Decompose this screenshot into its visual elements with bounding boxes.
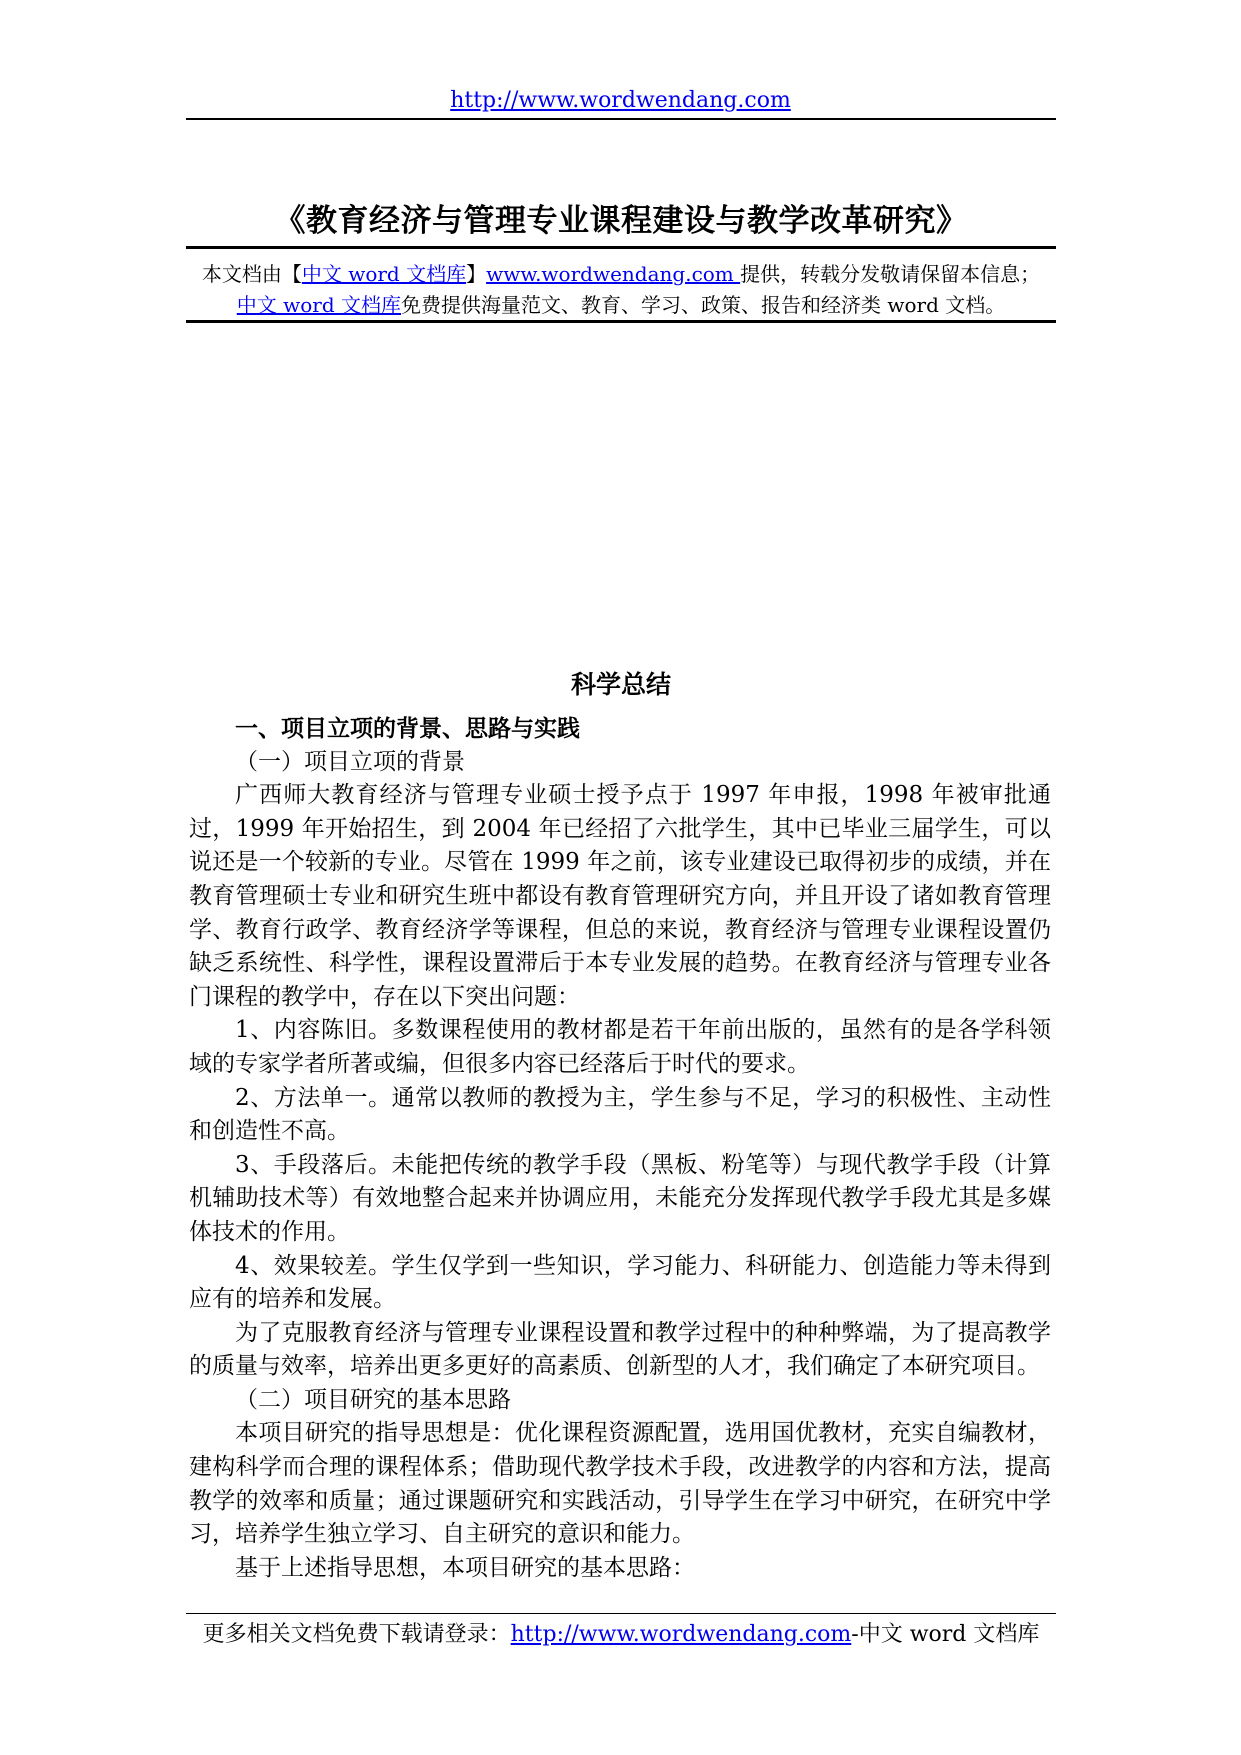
source-notice-line-1 bbox=[186, 258, 1056, 287]
section-title: 科学总结 bbox=[570, 670, 671, 699]
document-body bbox=[189, 712, 1051, 1585]
paragraph-background: 广西师大教育经济与管理专业硕士授予点于 1997 年申报，1998 年被审批通过，1999 年开始招生，到 2004 年已经招了六批学生，其中已毕业三届学生，可以说还是一个较新的专业。尽管在 1999 年之前，该专业建设已取得初步的成绩，并在教育管理硕士专业和研究生班中都设有教育管理研究方向，并且开设了诸如教育管理学、教育行政学、教育经济学等课程，但总的来说，教育经济与管理专业课程设置仍缺乏系统性、科学性，课程设置滞后于本专业发展的趋势。在教育经济与管理专业各门课程的教学中，存在以下突出问题： bbox=[189, 782, 1051, 1010]
footer-url-link[interactable]: http://www.wordwendang.com bbox=[510, 1622, 852, 1647]
paragraph-problem-effect: 4、效果较差。学生仅学到一些知识，学习能力、科研能力、创造能力等未得到应有的培养和发展。 bbox=[189, 1252, 1051, 1313]
page-footer bbox=[186, 1617, 1056, 1648]
site-url-link[interactable]: www.wordwendang.com bbox=[486, 262, 741, 286]
paragraph-guiding-ideology: 本项目研究的指导思想是：优化课程资源配置，选用国优教材，充实自编教材，建构科学而合理的课程体系；借助现代教学技术手段，改进教学的内容和方法，提高教学的效率和质量；通过课题研究和实践活动，引导学生在学习中研究，在研究中学习，培养学生独立学习、自主研究的意识和能力。 bbox=[189, 1420, 1051, 1548]
notice-description: 免费提供海量范文、教育、学习、政策、报告和经济类 word 文档。 bbox=[401, 293, 1006, 317]
paragraph-project-purpose: 为了克服教育经济与管理专业课程设置和教学过程中的种种弊端，为了提高教学的质量与效率，培养出更多更好的高素质、创新型的人才，我们确定了本研究项目。 bbox=[189, 1319, 1051, 1380]
page-header bbox=[0, 88, 1241, 113]
paragraph-problem-content: 1、内容陈旧。多数课程使用的教材都是若干年前出版的，虽然有的是各学科领域的专家学者所著或编，但很多内容已经落后于时代的要求。 bbox=[189, 1017, 1051, 1077]
paragraph-problem-means: 3、手段落后。未能把传统的教学手段（黑板、粉笔等）与现代教学手段（计算机辅助技术等）有效地整合起来并协调应用，未能充分发挥现代教学手段尤其是多媒体技术的作用。 bbox=[189, 1151, 1051, 1245]
header-url-link[interactable]: http://www.wordwendang.com bbox=[450, 88, 791, 113]
source-notice-line-2 bbox=[186, 289, 1056, 318]
notice-suffix: 提供，转载分发敬请保留本信息； bbox=[740, 262, 1041, 286]
subheading-project-background: （一）项目立项的背景 bbox=[235, 748, 465, 775]
site-name-link[interactable]: 中文 word 文档库 bbox=[301, 262, 467, 286]
notice-prefix: 本文档由【 bbox=[201, 262, 302, 286]
footer-suffix: -中文 word 文档库 bbox=[851, 1622, 1040, 1647]
notice-top-divider bbox=[186, 246, 1056, 249]
header-divider bbox=[186, 118, 1056, 120]
notice-bracket: 】 bbox=[466, 262, 487, 286]
subheading-basic-approach: （二）项目研究的基本思路 bbox=[235, 1386, 511, 1413]
paragraph-problem-method: 2、方法单一。通常以教师的教授为主，学生参与不足，学习的积极性、主动性和创造性不高。 bbox=[189, 1084, 1051, 1145]
footer-divider bbox=[186, 1613, 1056, 1614]
footer-prefix: 更多相关文档免费下载请登录： bbox=[202, 1622, 511, 1647]
notice-bottom-divider bbox=[186, 320, 1056, 323]
site-name-link-2[interactable]: 中文 word 文档库 bbox=[236, 293, 401, 317]
document-title: 《教育经济与管理专业课程建设与教学改革研究》 bbox=[274, 203, 968, 239]
paragraph-basic-approach-intro: 基于上述指导思想，本项目研究的基本思路： bbox=[235, 1554, 695, 1581]
heading-background-approach-practice: 一、项目立项的背景、思路与实践 bbox=[235, 715, 580, 742]
